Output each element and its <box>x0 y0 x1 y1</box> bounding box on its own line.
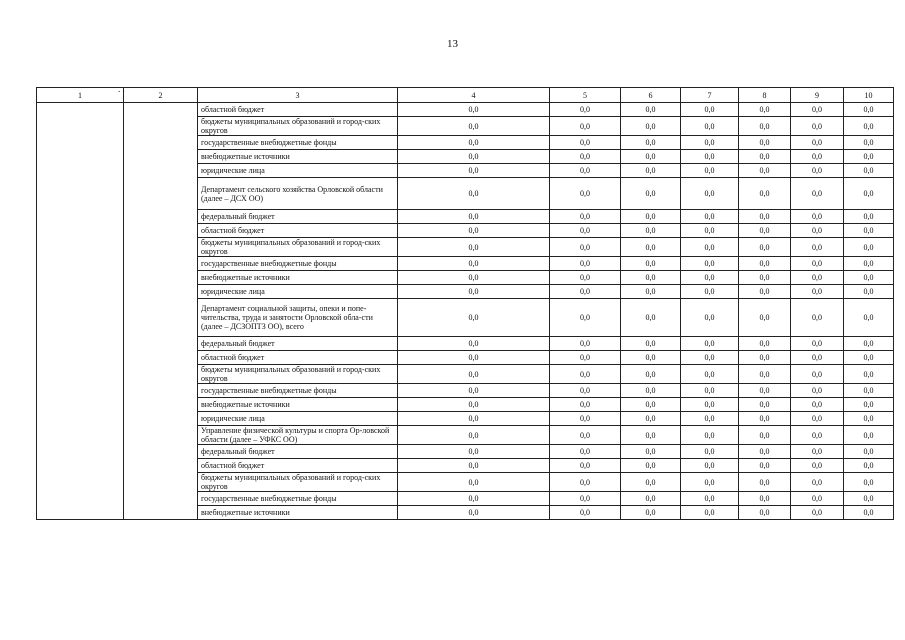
row-label: бюджеты муниципальных образований и город-ских округов <box>198 238 398 257</box>
value-cell: 0,0 <box>739 365 791 384</box>
value-cell: 0,0 <box>844 257 894 271</box>
value-cell: 0,0 <box>550 459 621 473</box>
value-cell: 0,0 <box>621 285 681 299</box>
value-cell: 0,0 <box>791 164 844 178</box>
value-cell: 0,0 <box>844 103 894 117</box>
value-cell: 0,0 <box>398 506 550 520</box>
column-header: 9 <box>791 88 844 103</box>
value-cell: 0,0 <box>739 238 791 257</box>
column-header: 5 <box>550 88 621 103</box>
value-cell: 0,0 <box>398 257 550 271</box>
value-cell: 0,0 <box>621 178 681 210</box>
value-cell: 0,0 <box>844 238 894 257</box>
column-header: 2 <box>124 88 198 103</box>
value-cell: 0,0 <box>739 178 791 210</box>
row-label: Управление физической культуры и спорта Ор-ловской области (далее – УФКС ОО) <box>198 426 398 445</box>
value-cell: 0,0 <box>844 459 894 473</box>
value-cell: 0,0 <box>550 164 621 178</box>
value-cell: 0,0 <box>550 178 621 210</box>
value-cell: 0,0 <box>739 492 791 506</box>
row-label: федеральный бюджет <box>198 445 398 459</box>
value-cell: 0,0 <box>791 299 844 337</box>
value-cell: 0,0 <box>398 103 550 117</box>
value-cell: 0,0 <box>621 117 681 136</box>
value-cell: 0,0 <box>681 178 739 210</box>
value-cell: 0,0 <box>398 337 550 351</box>
value-cell: 0,0 <box>621 299 681 337</box>
value-cell: 0,0 <box>621 271 681 285</box>
row-label: Департамент сельского хозяйства Орловской области (далее – ДСХ ОО) <box>198 178 398 210</box>
value-cell: 0,0 <box>550 103 621 117</box>
value-cell: 0,0 <box>844 473 894 492</box>
value-cell: 0,0 <box>550 473 621 492</box>
value-cell: 0,0 <box>621 224 681 238</box>
column-header: 7 <box>681 88 739 103</box>
header-row <box>37 88 894 103</box>
value-cell: 0,0 <box>844 164 894 178</box>
value-cell: 0,0 <box>844 224 894 238</box>
col1-blank-cell <box>37 103 124 520</box>
value-cell: 0,0 <box>398 412 550 426</box>
value-cell: 0,0 <box>621 136 681 150</box>
value-cell: 0,0 <box>844 337 894 351</box>
column-header: 3 <box>198 88 398 103</box>
row-label: государственные внебюджетные фонды <box>198 384 398 398</box>
value-cell: 0,0 <box>398 459 550 473</box>
value-cell: 0,0 <box>550 299 621 337</box>
value-cell: 0,0 <box>398 351 550 365</box>
value-cell: 0,0 <box>791 384 844 398</box>
value-cell: 0,0 <box>398 445 550 459</box>
value-cell: 0,0 <box>739 103 791 117</box>
value-cell: 0,0 <box>791 117 844 136</box>
value-cell: 0,0 <box>681 103 739 117</box>
value-cell: 0,0 <box>844 299 894 337</box>
value-cell: 0,0 <box>398 238 550 257</box>
value-cell: 0,0 <box>791 459 844 473</box>
value-cell: 0,0 <box>550 384 621 398</box>
value-cell: 0,0 <box>681 238 739 257</box>
value-cell: 0,0 <box>550 257 621 271</box>
value-cell: 0,0 <box>398 365 550 384</box>
value-cell: 0,0 <box>681 164 739 178</box>
value-cell: 0,0 <box>621 210 681 224</box>
value-cell: 0,0 <box>621 473 681 492</box>
value-cell: 0,0 <box>844 365 894 384</box>
value-cell: 0,0 <box>739 506 791 520</box>
value-cell: 0,0 <box>621 412 681 426</box>
value-cell: 0,0 <box>398 384 550 398</box>
row-label: внебюджетные источники <box>198 150 398 164</box>
row-label: областной бюджет <box>198 459 398 473</box>
column-header: 1 <box>37 88 124 103</box>
value-cell: 0,0 <box>844 271 894 285</box>
row-label: федеральный бюджет <box>198 210 398 224</box>
value-cell: 0,0 <box>550 337 621 351</box>
value-cell: 0,0 <box>739 459 791 473</box>
value-cell: 0,0 <box>681 473 739 492</box>
column-header: 10 <box>844 88 894 103</box>
value-cell: 0,0 <box>621 337 681 351</box>
value-cell: 0,0 <box>791 365 844 384</box>
value-cell: 0,0 <box>844 412 894 426</box>
value-cell: 0,0 <box>621 506 681 520</box>
row-label: областной бюджет <box>198 103 398 117</box>
value-cell: 0,0 <box>791 506 844 520</box>
table-body <box>37 103 894 520</box>
value-cell: 0,0 <box>398 398 550 412</box>
value-cell: 0,0 <box>791 337 844 351</box>
value-cell: 0,0 <box>550 365 621 384</box>
column-header: 4 <box>398 88 550 103</box>
value-cell: 0,0 <box>681 150 739 164</box>
value-cell: 0,0 <box>398 178 550 210</box>
value-cell: 0,0 <box>844 351 894 365</box>
value-cell: 0,0 <box>844 285 894 299</box>
value-cell: 0,0 <box>550 150 621 164</box>
row-label: внебюджетные источники <box>198 271 398 285</box>
value-cell: 0,0 <box>398 285 550 299</box>
header-marks: . . <box>118 84 125 94</box>
value-cell: 0,0 <box>550 117 621 136</box>
value-cell: 0,0 <box>844 492 894 506</box>
value-cell: 0,0 <box>739 210 791 224</box>
value-cell: 0,0 <box>681 117 739 136</box>
value-cell: 0,0 <box>791 351 844 365</box>
value-cell: 0,0 <box>398 271 550 285</box>
value-cell: 0,0 <box>791 412 844 426</box>
value-cell: 0,0 <box>681 398 739 412</box>
value-cell: 0,0 <box>739 384 791 398</box>
value-cell: 0,0 <box>739 412 791 426</box>
value-cell: 0,0 <box>681 299 739 337</box>
value-cell: 0,0 <box>739 224 791 238</box>
row-label: государственные внебюджетные фонды <box>198 492 398 506</box>
value-cell: 0,0 <box>681 365 739 384</box>
row-label: бюджеты муниципальных образований и город-ских округов <box>198 365 398 384</box>
value-cell: 0,0 <box>791 398 844 412</box>
value-cell: 0,0 <box>739 164 791 178</box>
value-cell: 0,0 <box>739 473 791 492</box>
value-cell: 0,0 <box>739 398 791 412</box>
value-cell: 0,0 <box>550 351 621 365</box>
value-cell: 0,0 <box>398 299 550 337</box>
row-label: Департамент социальной защиты, опеки и попе-чительства, труда и занятости Орловской обла-сти (далее – ДСЗОПТЗ ОО), всего <box>198 299 398 337</box>
value-cell: 0,0 <box>621 398 681 412</box>
page-number: 13 <box>447 38 458 50</box>
value-cell: 0,0 <box>550 136 621 150</box>
row-label: областной бюджет <box>198 224 398 238</box>
row-label: юридические лица <box>198 412 398 426</box>
table-row <box>37 103 894 117</box>
value-cell: 0,0 <box>398 426 550 445</box>
value-cell: 0,0 <box>791 492 844 506</box>
value-cell: 0,0 <box>844 178 894 210</box>
row-label: бюджеты муниципальных образований и город-ских округов <box>198 473 398 492</box>
value-cell: 0,0 <box>550 492 621 506</box>
value-cell: 0,0 <box>550 426 621 445</box>
value-cell: 0,0 <box>739 150 791 164</box>
value-cell: 0,0 <box>398 473 550 492</box>
value-cell: 0,0 <box>681 337 739 351</box>
row-label: юридические лица <box>198 164 398 178</box>
row-label: юридические лица <box>198 285 398 299</box>
budget-table <box>36 87 894 520</box>
value-cell: 0,0 <box>550 285 621 299</box>
row-label: государственные внебюджетные фонды <box>198 257 398 271</box>
value-cell: 0,0 <box>844 150 894 164</box>
value-cell: 0,0 <box>398 164 550 178</box>
value-cell: 0,0 <box>681 224 739 238</box>
row-label: внебюджетные источники <box>198 398 398 412</box>
value-cell: 0,0 <box>739 117 791 136</box>
value-cell: 0,0 <box>550 210 621 224</box>
value-cell: 0,0 <box>550 238 621 257</box>
value-cell: 0,0 <box>681 210 739 224</box>
value-cell: 0,0 <box>791 257 844 271</box>
row-label: областной бюджет <box>198 351 398 365</box>
value-cell: 0,0 <box>739 271 791 285</box>
value-cell: 0,0 <box>681 412 739 426</box>
value-cell: 0,0 <box>791 238 844 257</box>
value-cell: 0,0 <box>550 271 621 285</box>
row-label: федеральный бюджет <box>198 337 398 351</box>
value-cell: 0,0 <box>791 136 844 150</box>
value-cell: 0,0 <box>791 224 844 238</box>
col2-blank-cell <box>124 103 198 520</box>
value-cell: 0,0 <box>739 299 791 337</box>
row-label: бюджеты муниципальных образований и город-ских округов <box>198 117 398 136</box>
value-cell: 0,0 <box>681 506 739 520</box>
value-cell: 0,0 <box>681 384 739 398</box>
value-cell: 0,0 <box>621 164 681 178</box>
value-cell: 0,0 <box>621 365 681 384</box>
value-cell: 0,0 <box>844 445 894 459</box>
value-cell: 0,0 <box>681 271 739 285</box>
value-cell: 0,0 <box>681 285 739 299</box>
value-cell: 0,0 <box>621 257 681 271</box>
value-cell: 0,0 <box>681 459 739 473</box>
value-cell: 0,0 <box>681 351 739 365</box>
value-cell: 0,0 <box>550 412 621 426</box>
value-cell: 0,0 <box>844 117 894 136</box>
value-cell: 0,0 <box>791 426 844 445</box>
value-cell: 0,0 <box>681 492 739 506</box>
value-cell: 0,0 <box>791 271 844 285</box>
value-cell: 0,0 <box>621 459 681 473</box>
value-cell: 0,0 <box>844 210 894 224</box>
value-cell: 0,0 <box>398 224 550 238</box>
value-cell: 0,0 <box>550 445 621 459</box>
value-cell: 0,0 <box>739 257 791 271</box>
value-cell: 0,0 <box>398 150 550 164</box>
value-cell: 0,0 <box>791 445 844 459</box>
value-cell: 0,0 <box>739 426 791 445</box>
value-cell: 0,0 <box>621 492 681 506</box>
value-cell: 0,0 <box>739 445 791 459</box>
value-cell: 0,0 <box>791 473 844 492</box>
value-cell: 0,0 <box>621 445 681 459</box>
value-cell: 0,0 <box>844 506 894 520</box>
value-cell: 0,0 <box>621 426 681 445</box>
value-cell: 0,0 <box>844 136 894 150</box>
value-cell: 0,0 <box>791 103 844 117</box>
value-cell: 0,0 <box>739 285 791 299</box>
value-cell: 0,0 <box>550 398 621 412</box>
value-cell: 0,0 <box>791 150 844 164</box>
value-cell: 0,0 <box>398 492 550 506</box>
value-cell: 0,0 <box>681 445 739 459</box>
value-cell: 0,0 <box>621 103 681 117</box>
row-label: внебюджетные источники <box>198 506 398 520</box>
value-cell: 0,0 <box>398 117 550 136</box>
value-cell: 0,0 <box>621 351 681 365</box>
value-cell: 0,0 <box>739 136 791 150</box>
value-cell: 0,0 <box>550 224 621 238</box>
value-cell: 0,0 <box>398 136 550 150</box>
value-cell: 0,0 <box>681 136 739 150</box>
value-cell: 0,0 <box>791 285 844 299</box>
value-cell: 0,0 <box>844 384 894 398</box>
value-cell: 0,0 <box>844 398 894 412</box>
column-header: 6 <box>621 88 681 103</box>
value-cell: 0,0 <box>844 426 894 445</box>
value-cell: 0,0 <box>621 150 681 164</box>
value-cell: 0,0 <box>681 426 739 445</box>
value-cell: 0,0 <box>398 210 550 224</box>
value-cell: 0,0 <box>739 337 791 351</box>
value-cell: 0,0 <box>739 351 791 365</box>
value-cell: 0,0 <box>681 257 739 271</box>
value-cell: 0,0 <box>621 384 681 398</box>
row-label: государственные внебюджетные фонды <box>198 136 398 150</box>
value-cell: 0,0 <box>621 238 681 257</box>
value-cell: 0,0 <box>550 506 621 520</box>
value-cell: 0,0 <box>791 210 844 224</box>
column-header: 8 <box>739 88 791 103</box>
value-cell: 0,0 <box>791 178 844 210</box>
